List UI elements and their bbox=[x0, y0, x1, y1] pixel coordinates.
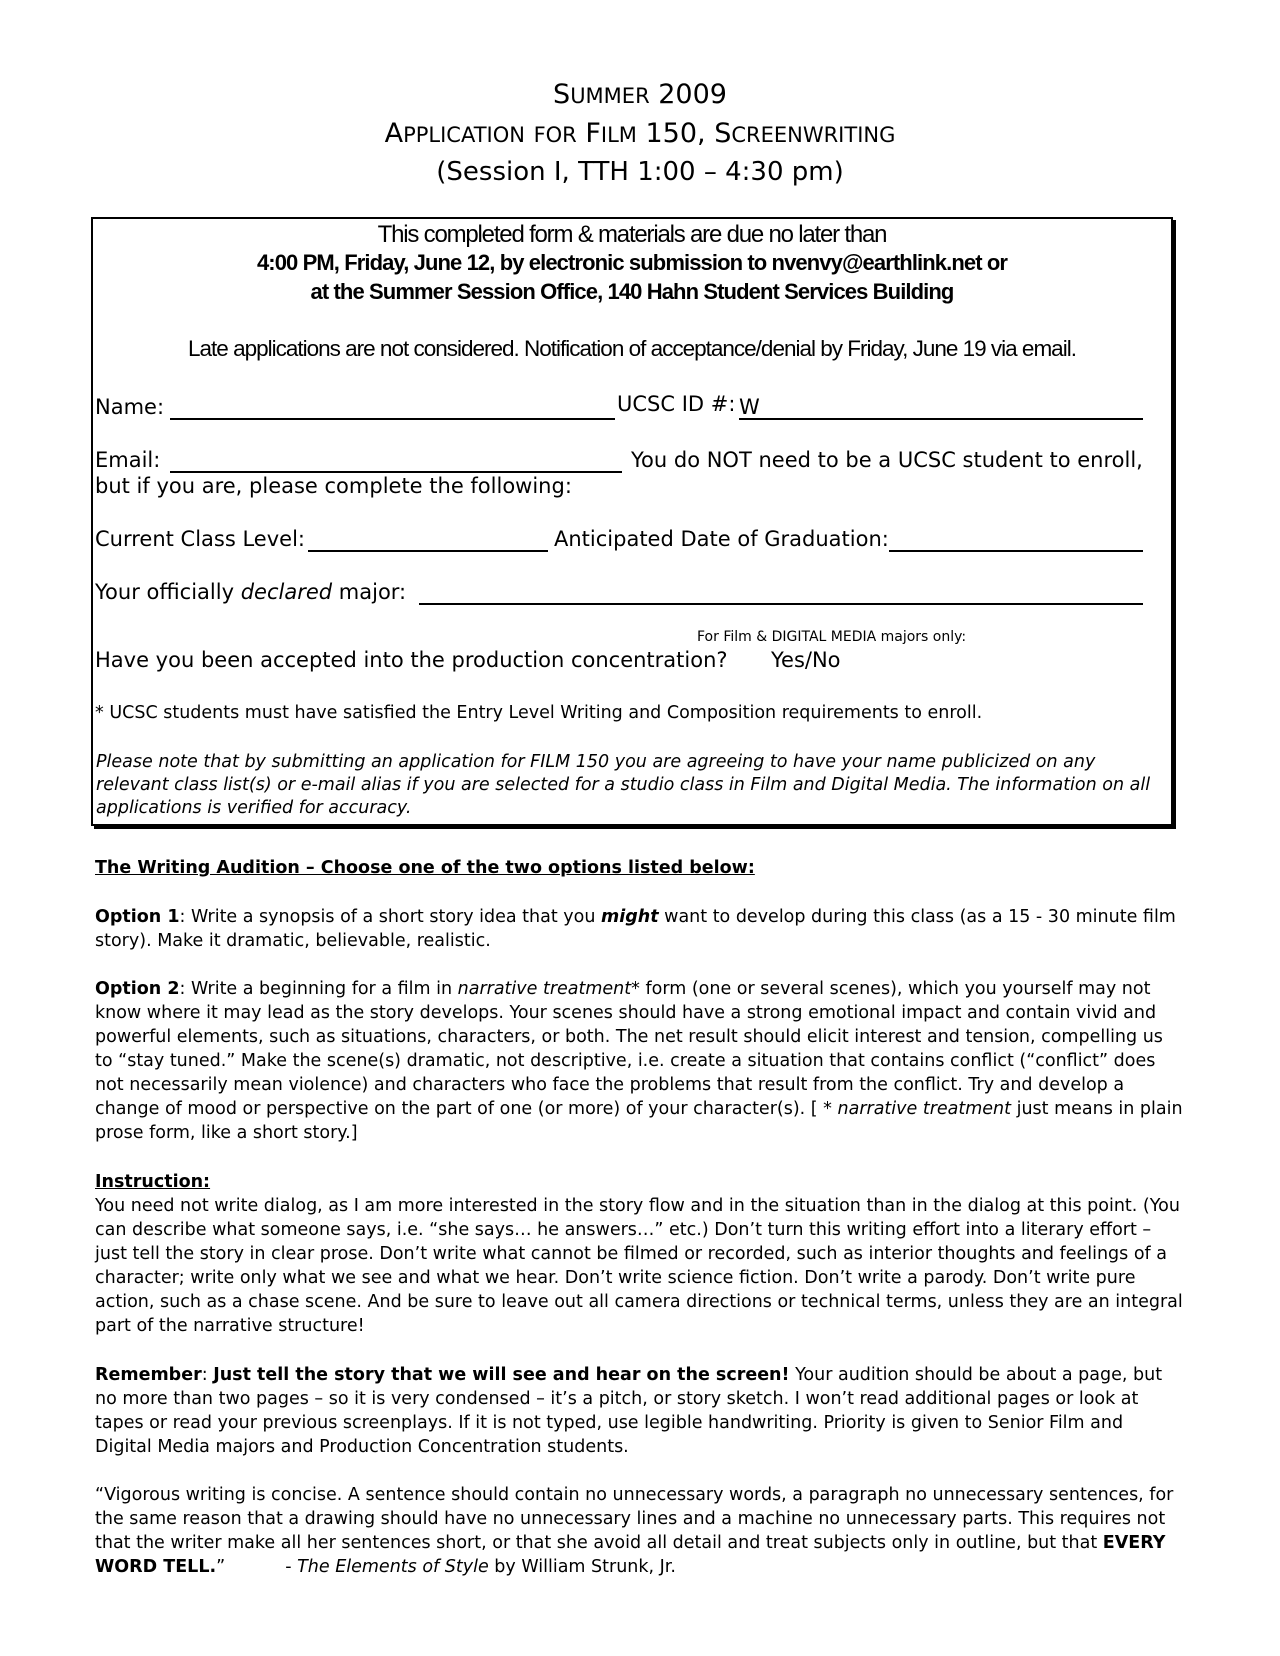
instruction-heading: Instruction: bbox=[95, 1172, 211, 1192]
audition-heading: The Writing Audition – Choose one of the two options listed below: bbox=[95, 858, 755, 878]
quote-attribution: - The Elements of Style by William Strunk, Jr. bbox=[285, 1557, 676, 1577]
name-field[interactable] bbox=[170, 418, 615, 420]
ucsc-id-prefix: W bbox=[739, 395, 760, 419]
deadline-line-1: This completed form & materials are due no later than bbox=[377, 221, 887, 248]
name-label: Name: bbox=[95, 395, 165, 419]
application-form-box bbox=[91, 217, 1173, 826]
graduation-label: Anticipated Date of Graduation: bbox=[554, 527, 889, 551]
production-question: Have you been accepted into the production concentration? bbox=[95, 648, 728, 672]
title-line-1-text: SUMMER 2009 bbox=[553, 79, 727, 110]
major-field[interactable] bbox=[419, 603, 1143, 605]
option-1: Option 1: Write a synopsis of a short story idea that you might want to develop during this class (as a 15 - 30 minute film story). Make it dramatic, believable, realistic. bbox=[95, 907, 1176, 951]
deadline-line-3: at the Summer Session Office, 140 Hahn Student Services Building bbox=[310, 279, 954, 304]
email-field[interactable] bbox=[170, 471, 622, 473]
ucsc-id-field[interactable] bbox=[739, 418, 1143, 420]
graduation-field[interactable] bbox=[889, 550, 1143, 552]
title-line-1 bbox=[0, 76, 1280, 115]
remember-section: Remember: Just tell the story that we will see and hear on the screen! Your audition should be about a page, but no more than two pages – so it is very condensed – it’s a pitch, or story sketch. I won’t read additional pages or look at tapes or read your previous screenplays. If it is not typed, use legible handwriting. Priority is given to Senior Film and Digital Media majors and Production Concentration students. bbox=[95, 1365, 1163, 1457]
title-line-2-text: APPLICATION FOR FILM 150, SCREENWRITING bbox=[384, 118, 896, 149]
class-level-field[interactable] bbox=[308, 550, 548, 552]
deadline-line-2: 4:00 PM, Friday, June 12, by electronic submission to nvenvy@earthlink.net or bbox=[256, 250, 1008, 275]
ucsc-id-label: UCSC ID #: bbox=[617, 392, 736, 416]
instruction-text: You need not write dialog, as I am more interested in the story flow and in the situation than in the dialog at this point. (You can describe what someone says, i.e. “she says… he answers…” etc.) Don’t turn this writing effort into a literary effort – just tell the story in clear prose. Don’t write what cannot be filmed or recorded, such as interior thoughts and feelings of a character; write only what we see and what we hear. Don’t write science fiction. Don’t write a parody. Don’t write pure action, such as a chase scene. And be sure to leave out all camera directions or technical terms, unless they are an integral part of the narrative structure! bbox=[95, 1196, 1183, 1336]
privacy-note: Please note that by submitting an application for FILM 150 you are agreeing to have your name publicized on any relevant class list(s) or e-mail alias if you are selected for a studio class in Film and Digital Media. The information on all applications is verified for accuracy. bbox=[96, 752, 1151, 818]
class-level-label: Current Class Level: bbox=[95, 527, 305, 551]
yes-no-choice[interactable]: Yes/No bbox=[771, 648, 841, 672]
major-label: Your officially declared major: bbox=[95, 580, 407, 604]
title-block bbox=[0, 76, 1280, 190]
enroll-note-continued: but if you are, please complete the following: bbox=[95, 474, 572, 498]
title-line-3: (Session I, TTH 1:00 – 4:30 pm) bbox=[436, 157, 844, 187]
title-line-2 bbox=[0, 115, 1280, 154]
instruction-section bbox=[95, 1170, 1185, 1338]
late-notice: Late applications are not considered. Notification of acceptance/denial by Friday, June 19 via email. bbox=[188, 336, 1076, 361]
enroll-note: You do NOT need to be a UCSC student to enroll, bbox=[631, 448, 1143, 472]
option-2: Option 2: Write a beginning for a film in narrative treatment* form (one or several scenes), which you yourself may not know where it may lead as the story develops. Your scenes should have a strong emotional impact and contain vivid and powerful elements, such as situations, characters, or both. The net result should elicit interest and tension, compelling us to “stay tuned.” Make the scene(s) dramatic, not descriptive, i.e. create a situation that contains conflict (“conflict” does not necessarily mean violence) and characters who face the problems that result from the conflict. Try and develop a change of mood or perspective on the part of one (or more) of your character(s). [ * narrative treatment just means in plain prose form, like a short story.] bbox=[95, 979, 1183, 1143]
email-label: Email: bbox=[95, 448, 161, 472]
strunk-quote: “Vigorous writing is concise. A sentence should contain no unnecessary words, a paragraph no unnecessary sentences, for the same reason that a drawing should have no unnecessary lines and a machine no unnecessary parts. This requires not that the writer make all her sentences short, or that she avoid all detail and treat subjects only in outline, but that EVERY WORD TELL.” - The Elements of Style by William Strunk, Jr. bbox=[95, 1485, 1174, 1577]
requirement-note: * UCSC students must have satisfied the Entry Level Writing and Composition requirements to enroll. bbox=[95, 703, 983, 723]
fdm-only-note: For Film & DIGITAL MEDIA majors only: bbox=[697, 629, 967, 645]
